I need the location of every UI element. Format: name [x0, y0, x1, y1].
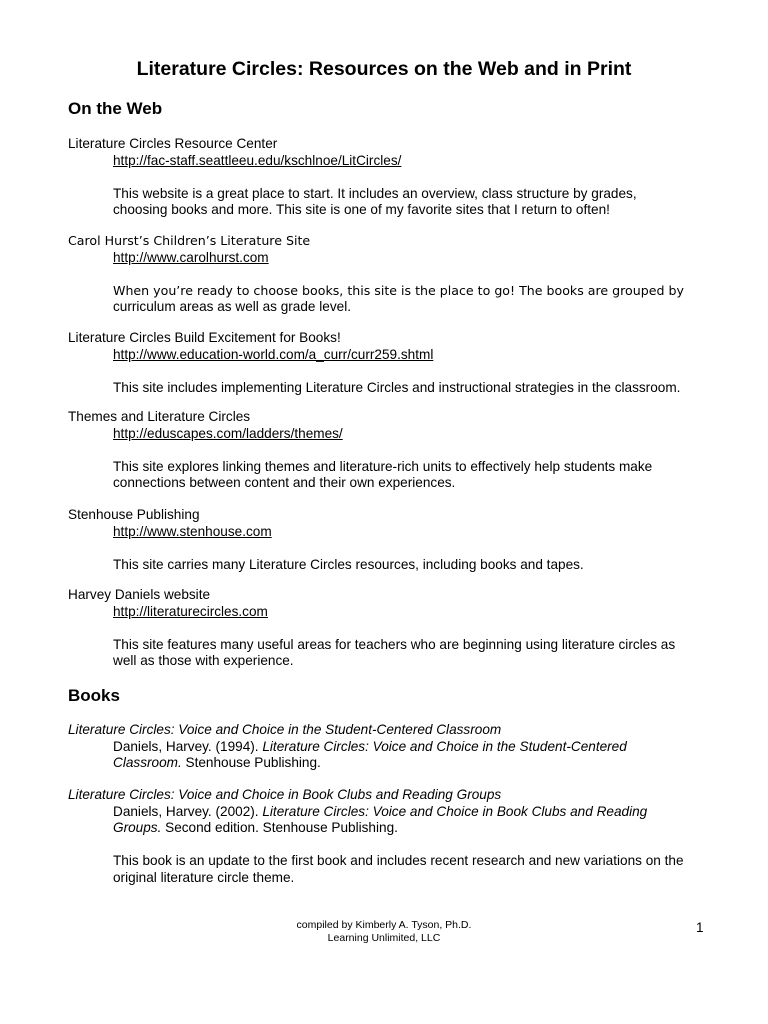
page-number: 1: [696, 920, 704, 935]
description-line: This site includes implementing Literature Circles and instructional strategies in the classroom.: [113, 379, 681, 395]
entry-title: Harvey Daniels website: [68, 587, 211, 602]
description-line: This site carries many Literature Circles resources, including books and tapes.: [113, 556, 584, 572]
description-line: connections between content and their own experiences.: [113, 475, 456, 490]
entry-description: [113, 557, 708, 574]
entry-description: [113, 380, 708, 397]
entry-description: [113, 186, 708, 219]
description-line: This site explores linking themes and literature-rich units to effectively help students make: [113, 458, 653, 474]
description-line: original literature circle theme.: [113, 869, 295, 885]
book-entry-1994: [68, 722, 708, 772]
entry-link[interactable]: http://eduscapes.com/ladders/themes/: [113, 425, 343, 441]
entry-title: Carol Hurst’s Children’s Literature Site: [68, 233, 311, 248]
section-heading-books: Books: [68, 686, 120, 705]
footer-organization: Learning Unlimited, LLC: [327, 932, 441, 944]
entry-title: Literature Circles Resource Center: [68, 136, 278, 151]
web-entry-stenhouse: [68, 507, 708, 573]
web-entry-harvey-daniels: [68, 587, 708, 670]
description-line: well as those with experience.: [113, 653, 294, 668]
citation-author-year: Daniels, Harvey. (1994).: [113, 738, 263, 754]
entry-link[interactable]: http://fac-staff.seattleeu.edu/kschlnoe/LitCircles/: [113, 152, 402, 168]
description-line: When you’re ready to choose books, this site is the place to go! The books are grouped by: [113, 282, 684, 298]
entry-title: Literature Circles Build Excitement for Books!: [68, 330, 341, 345]
description-line: choosing books and more. This site is one of my favorite sites that I return to often!: [113, 202, 610, 217]
web-entry-education-world: [68, 330, 708, 396]
citation-book-title: Classroom.: [113, 755, 182, 770]
entry-title: Stenhouse Publishing: [68, 507, 200, 522]
entry-description: [113, 459, 708, 492]
section-heading-web: On the Web: [68, 99, 163, 118]
entry-title: Themes and Literature Circles: [68, 409, 251, 424]
entry-link[interactable]: http://literaturecircles.com: [113, 603, 268, 619]
citation-book-title: Literature Circles: Voice and Choice in Book Clubs and Reading: [262, 803, 648, 819]
web-entry-eduscapes-themes: [68, 409, 708, 492]
description-line: curriculum areas as well as grade level.: [113, 299, 351, 314]
web-entry-litcircles-resource-center: [68, 136, 708, 219]
description-line: This website is a great place to start. It includes an overview, class structure by grades,: [113, 185, 637, 201]
entry-link[interactable]: http://www.education-world.com/a_curr/curr259.shtml: [113, 346, 434, 362]
description-line: This book is an update to the first book and includes recent research and new variations on the: [113, 853, 684, 868]
citation-publisher: Stenhouse Publishing.: [181, 755, 321, 770]
book-entry-2002: [68, 787, 708, 886]
book-description: [113, 853, 708, 886]
citation-author-year: Daniels, Harvey. (2002).: [113, 803, 263, 819]
citation-book-title: Literature Circles: Voice and Choice in the Student-Centered: [262, 738, 627, 754]
page-title: Literature Circles: Resources on the Web and in Print: [136, 58, 632, 80]
book-title: Literature Circles: Voice and Choice in the Student-Centered Classroom: [68, 722, 502, 737]
book-title: Literature Circles: Voice and Choice in Book Clubs and Reading Groups: [68, 787, 502, 802]
book-citation: [113, 804, 708, 887]
entry-link[interactable]: http://www.carolhurst.com: [113, 249, 269, 265]
page-footer: [0, 919, 768, 945]
book-citation: [113, 739, 708, 772]
footer-compiled-by: compiled by Kimberly A. Tyson, Ph.D.: [296, 919, 472, 931]
description-line: This site features many useful areas for teachers who are beginning using literature circles as: [113, 636, 676, 652]
entry-link[interactable]: http://www.stenhouse.com: [113, 523, 272, 539]
entry-description: [113, 637, 708, 670]
citation-publisher: Second edition. Stenhouse Publishing.: [161, 820, 398, 835]
entry-description: [113, 283, 708, 316]
citation-book-title: Groups.: [113, 820, 162, 835]
web-entry-carol-hurst: [68, 233, 708, 316]
